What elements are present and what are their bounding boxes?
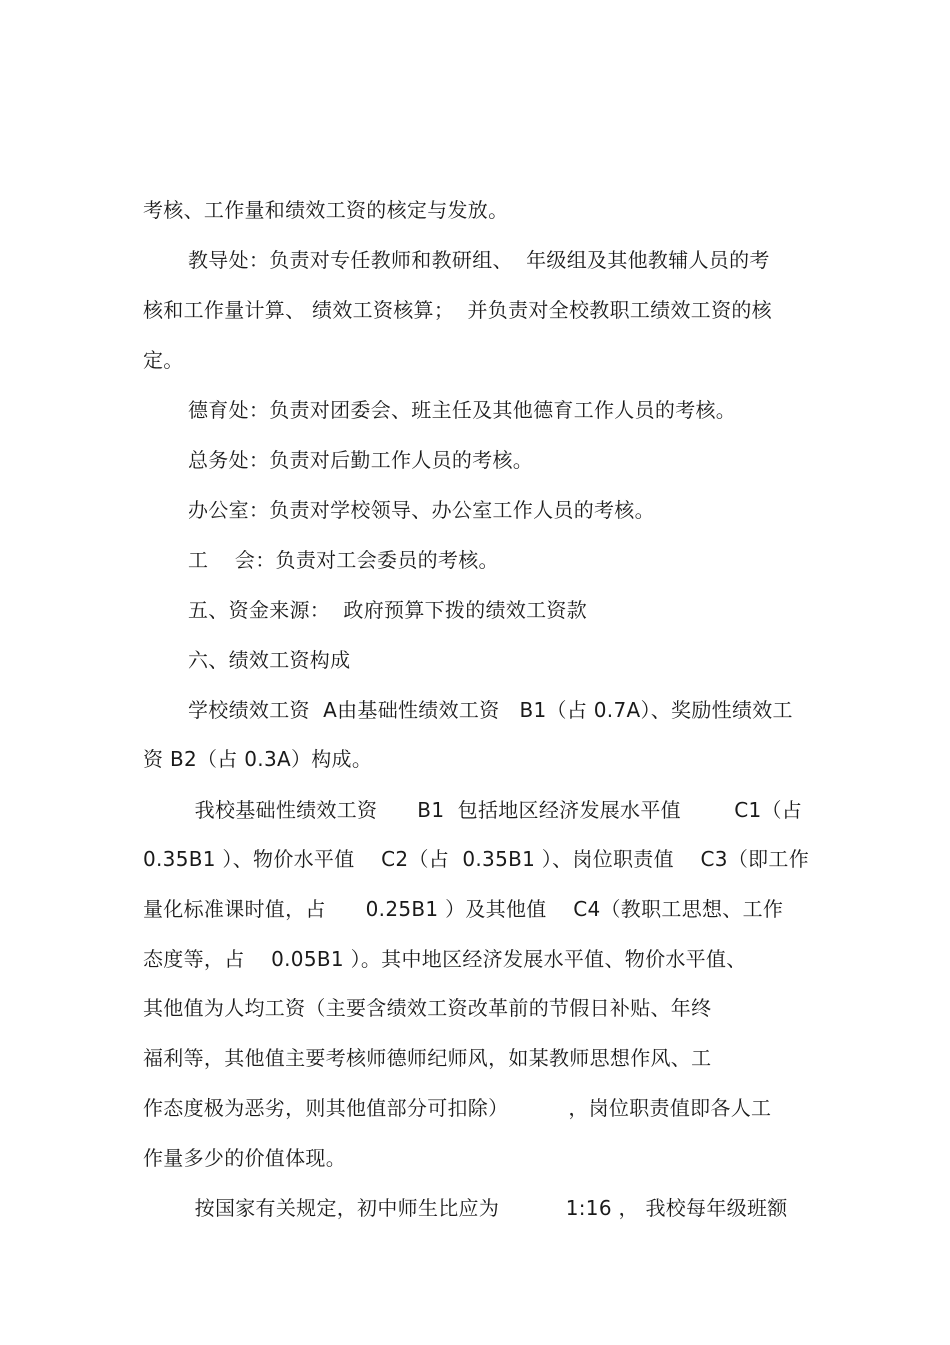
text-line-10: 六、绩效工资构成 bbox=[188, 648, 351, 672]
text-line-1: 考核、工作量和绩效工资的核定与发放。 bbox=[143, 198, 509, 222]
text-line-21: 按国家有关规定，初中师生比应为 1:16 ， 我校每年级班额 bbox=[188, 1196, 788, 1220]
text-line-18: 福利等，其他值主要考核师德师纪师风，如某教师思想作风、工 bbox=[143, 1046, 712, 1070]
text-line-8: 工 会：负责对工会委员的考核。 bbox=[188, 548, 499, 572]
text-line-19: 作态度极为恶劣，则其他值部分可扣除） ，岗位职责值即各人工 bbox=[143, 1096, 772, 1120]
text-line-11: 学校绩效工资 A由基础性绩效工资 B1（占 0.7A）、奖励性绩效工 bbox=[188, 698, 793, 722]
text-line-9: 五、资金来源： 政府预算下拨的绩效工资款 bbox=[188, 598, 588, 622]
text-line-12: 资 B2（占 0.3A）构成。 bbox=[143, 747, 373, 771]
text-line-6: 总务处：负责对后勤工作人员的考核。 bbox=[188, 448, 534, 472]
text-line-16: 态度等，占 0.05B1 ）。其中地区经济发展水平值、物价水平值、 bbox=[143, 947, 747, 971]
text-line-4: 定。 bbox=[143, 348, 184, 372]
text-line-17: 其他值为人均工资（主要含绩效工资改革前的节假日补贴、年终 bbox=[143, 996, 712, 1020]
text-line-7: 办公室：负责对学校领导、办公室工作人员的考核。 bbox=[188, 498, 655, 522]
text-line-14: 0.35B1 ）、物价水平值 C2（占 0.35B1 ）、岗位职责值 C3（即工作 bbox=[143, 847, 810, 871]
text-line-3: 核和工作量计算、 绩效工资核算； 并负责对全校教职工绩效工资的核 bbox=[143, 298, 772, 322]
text-line-2: 教导处：负责对专任教师和教研组、 年级组及其他教辅人员的考 bbox=[188, 248, 770, 272]
text-line-20: 作量多少的价值体现。 bbox=[143, 1146, 346, 1170]
text-line-5: 德育处：负责对团委会、班主任及其他德育工作人员的考核。 bbox=[188, 398, 737, 422]
text-line-15: 量化标准课时值，占 0.25B1 ）及其他值 C4（教职工思想、工作 bbox=[143, 897, 784, 921]
text-line-13: 我校基础性绩效工资 B1 包括地区经济发展水平值 C1（占 bbox=[188, 798, 803, 822]
